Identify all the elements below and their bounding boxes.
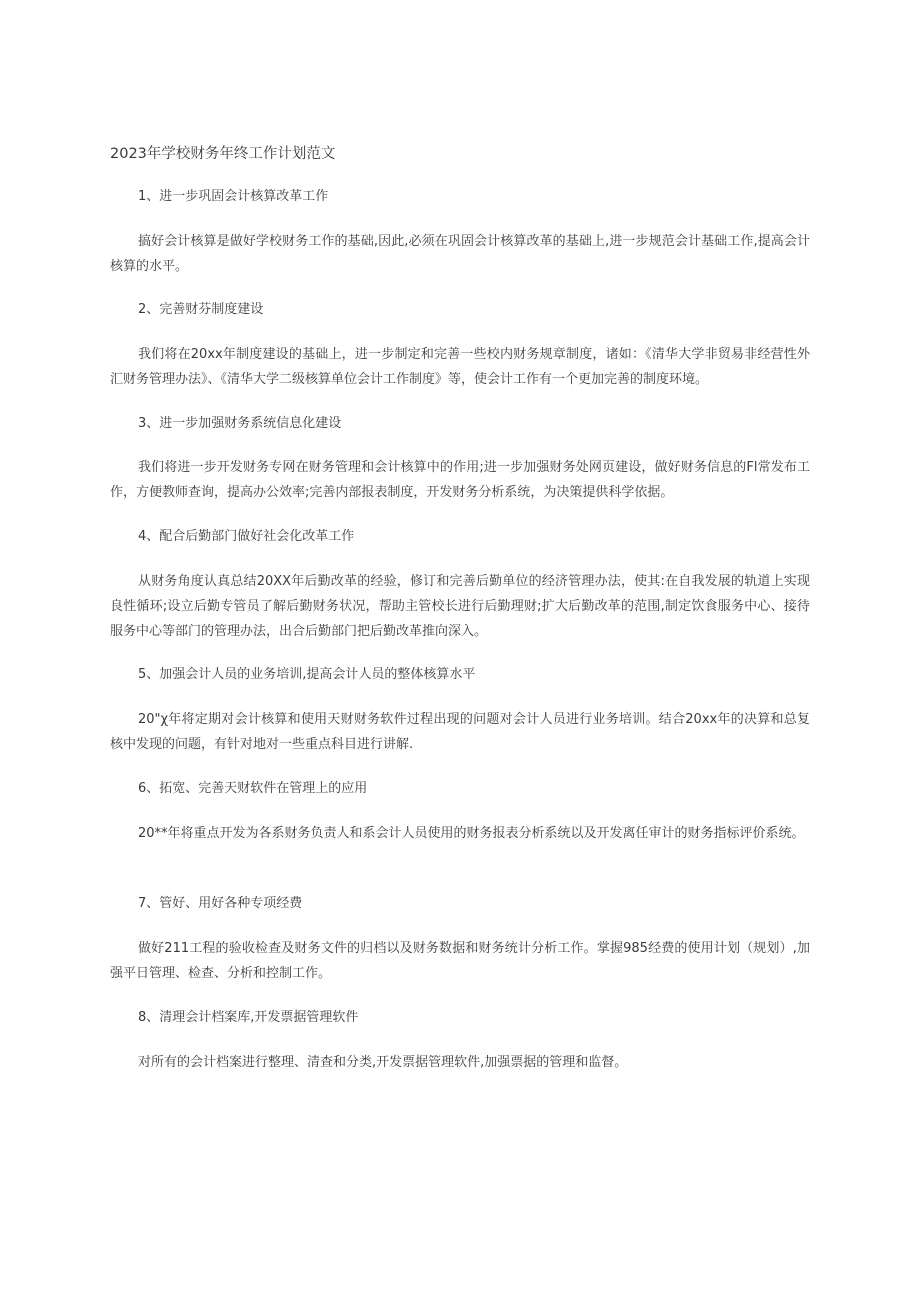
section-heading-7: 7、管好、用好各种专项经费 — [138, 896, 303, 911]
section-heading-8: 8、清理会计档案库,开发票据管理软件 — [138, 1010, 359, 1025]
section-body-3: 我们将进一步开发财务专网在财务管理和会计核算中的作用;进一步加强财务处网页建设，做好财务信息的Fl常发布工作，方便教师查询，提高办公效率;完善内部报表制度，开发财务分析系统，为决策提供科学依据。 — [110, 460, 810, 500]
section-body-5: 20"χ年将定期对会计核算和使用天财财务软件过程出现的问题对会计人员进行业务培训。结合20xx年的决算和总复核中发现的问题，有针对地对一些重点科目进行讲解. — [110, 712, 810, 752]
section-body-4: 从财务角度认真总结20XX年后勤改革的经验，修订和完善后勤单位的经济管理办法，使其:在自我发展的轨道上实现良性循环;设立后勤专管员了解后勤财务状况，帮助主管校长进行后勤理财;扩大后勤改革的范围,制定饮食服务中心、接待服务中心等部门的管理办法，出合后勤部门把后勤改革推向深入。 — [110, 574, 810, 639]
section-body-7: 做好211工程的验收检查及财务文件的归档以及财务数据和财务统计分析工作。掌握985经费的使用计划（规划）,加强平日管理、检查、分析和控制工作。 — [110, 941, 810, 981]
section-heading-4: 4、配合后勤部门做好社会化改革工作 — [138, 529, 355, 544]
section-heading-5: 5、加强会计人员的业务培训,提高会计人员的整体核算水平 — [138, 667, 476, 682]
document-title: 2023年学校财务年终工作计划范文 — [110, 146, 336, 162]
section-body-2: 我们将在20xx年制度建设的基础上，进一步制定和完善一些校内财务规章制度，诸如：《清华大学非贸易非经营性外汇财务管理办法》、《清华大学二级核算单位会计工作制度》等，使会计工作有一个更加完善的制度环境。 — [110, 347, 810, 387]
section-body-8: 对所有的会计档案进行整理、清查和分类,开发票据管理软件,加强票据的管理和监督。 — [138, 1055, 628, 1070]
section-heading-6: 6、拓宽、完善天财软件在管理上的应用 — [138, 781, 368, 796]
section-heading-2: 2、完善财芬制度建设 — [138, 302, 264, 317]
section-heading-3: 3、进一步加强财务系统信息化建设 — [138, 416, 342, 431]
section-heading-1: 1、进一步巩固会计核算改革工作 — [138, 189, 329, 204]
section-body-6: 20**年将重点开发为各系财务负责人和系会计人员使用的财务报表分析系统以及开发离任审计的财务指标评价系统。 — [138, 826, 805, 841]
section-body-1: 搞好会计核算是做好学校财务工作的基础,因此,必须在巩固会计核算改革的基础上,进一步规范会计基础工作,提高会计核算的水平。 — [110, 234, 810, 274]
